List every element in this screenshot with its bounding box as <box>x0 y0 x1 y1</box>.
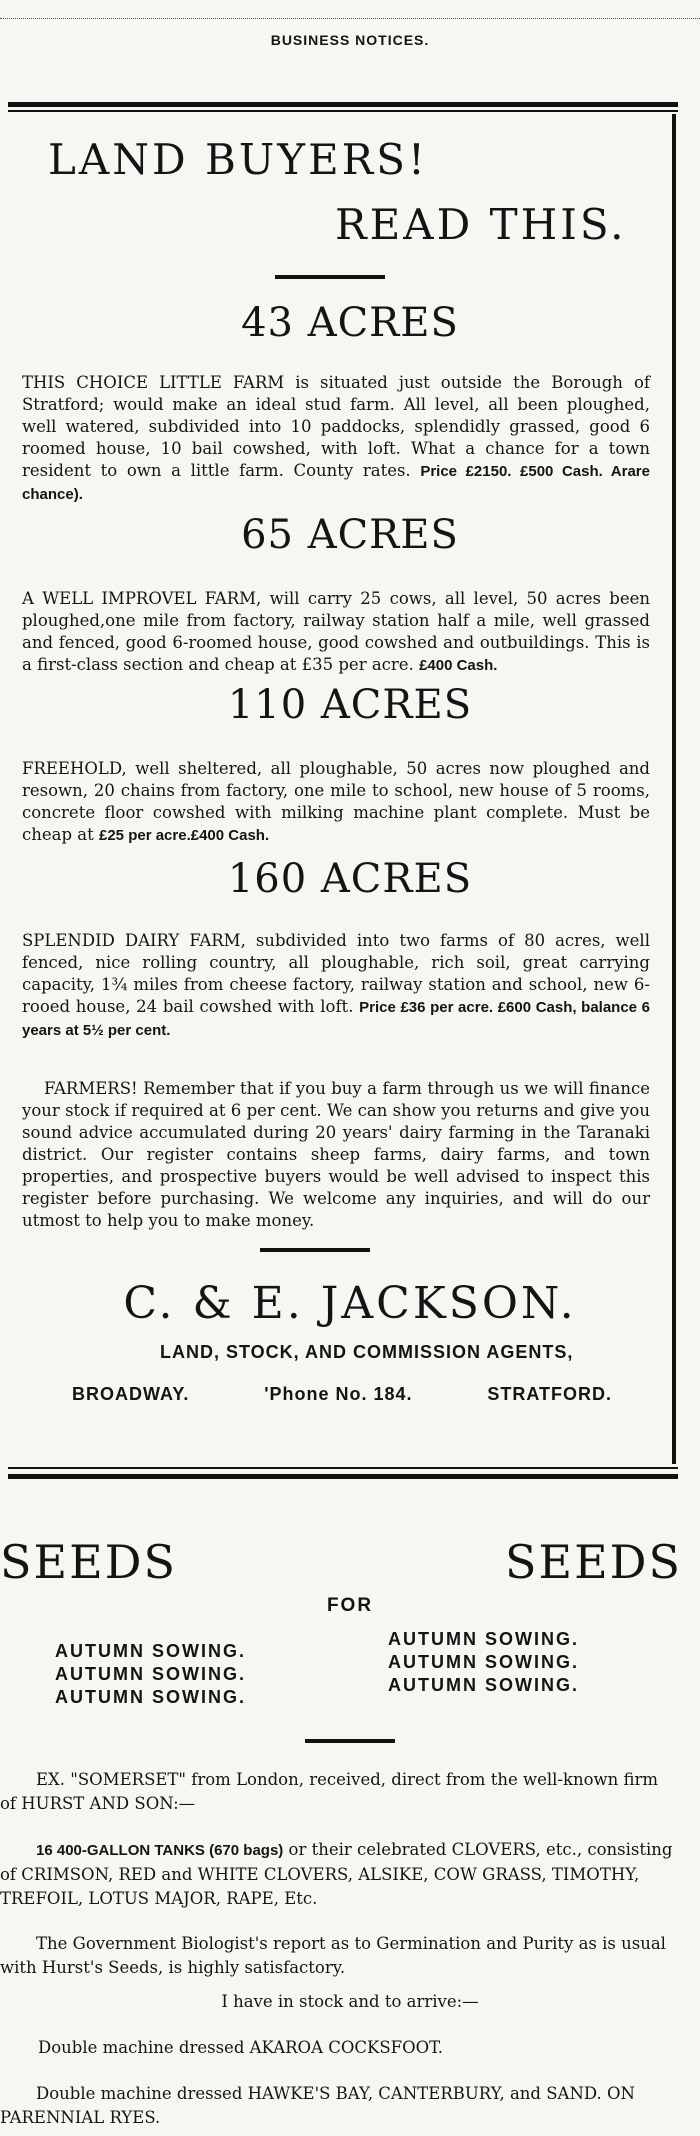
listing-price: £25 per acre.£400 Cash. <box>99 827 270 844</box>
listing-text: A WELL IMPROVEL FARM, will carry 25 cows, all level, 50 acres been ploughed,one mile from factory, railway station half a mile, well grassed and fenced, good 6-roomed house, good cowshed and outbuildings. This is a first-class section and cheap at £35 per acre. <box>22 589 650 674</box>
listing-heading: 65 ACRES <box>241 512 459 558</box>
sowing-line: AUTUMN SOWING. <box>388 1629 579 1649</box>
tanks-rest: or their celebrated CLOVERS, etc., consisting of CRIMSON, RED and WHITE CLOVERS, ALSIKE, COW GRASS, TIMOTHY, TREFOIL, LOTUS MAJOR, RAPE, Etc. <box>0 1840 673 1908</box>
bottom-thin-rule <box>8 1467 678 1469</box>
listing-description <box>22 372 650 506</box>
top-thin-rule <box>8 110 678 112</box>
top-border <box>0 18 700 19</box>
address-left: BROADWAY. <box>72 1384 190 1404</box>
address-phone: 'Phone No. 184. <box>264 1384 413 1404</box>
sowing-line: AUTUMN SOWING. <box>55 1687 246 1707</box>
listing-text: THIS CHOICE LITTLE FARM is situated just outside the Borough of Stratford; would make an ideal stud farm. All level, all been ploughed, well watered, subdivided into 10 paddocks, splendidly grassed, good 6 roomed house, 10 bail cowshed, with loft. What a chance for a town resident to own a little farm. County rates. <box>22 373 650 480</box>
section-header: BUSINESS NOTICES. <box>270 32 430 48</box>
listing-description <box>22 930 650 1042</box>
seeds-right: SEEDS <box>505 1535 683 1589</box>
seeds-para-1: EX. "SOMERSET" from London, received, direct from the well-known firm of HURST AND SON:— <box>0 1770 659 1813</box>
seeds-para-5: Double machine dressed AKAROA COCKSFOOT. <box>38 2038 443 2057</box>
listing-heading: 160 ACRES <box>227 856 473 902</box>
seeds-para-2 <box>0 1838 675 1911</box>
listing-price: Price £2150. £500 Cash. Arare chance). <box>22 463 650 503</box>
ad-title-line2: READ THIS. <box>335 200 627 249</box>
sowing-line: AUTUMN SOWING. <box>388 1675 579 1695</box>
for-label: FOR <box>326 1595 374 1616</box>
top-thick-rule <box>8 102 678 107</box>
listing-price: Price £36 per acre. £600 Cash, balance 6 years at 5½ per cent. <box>22 999 650 1039</box>
listing-description <box>22 588 650 677</box>
listing-text: FREEHOLD, well sheltered, all ploughable, 50 acres now ploughed and resown, 20 chains from factory, one mile to school, new house of 5 rooms, concrete floor cowshed with milking machine plant complete. Must be cheap at <box>22 759 650 844</box>
seeds-left: SEEDS <box>0 1535 178 1589</box>
firm-rule <box>260 1248 370 1252</box>
listing-text: SPLENDID DAIRY FARM, subdivided into two farms of 80 acres, well fenced, nice rolling country, all ploughable, rich soil, great carrying capacity, 1¾ miles from cheese factory, railway station and school, new 6-rooed house, 24 bail cowshed with loft. <box>22 931 650 1016</box>
seeds-para-6: Double machine dressed HAWKE'S BAY, CANTERBURY, and SAND. ON PARENNIAL RYES. <box>0 2084 635 2127</box>
listing-price: £400 Cash. <box>419 657 498 674</box>
firm-address <box>72 1384 612 1405</box>
listing-heading: 110 ACRES <box>227 682 473 728</box>
title-underline <box>275 275 385 279</box>
listing-description <box>22 758 650 847</box>
seeds-rule <box>305 1739 395 1743</box>
tanks-bold: 16 400-GALLON TANKS (670 bags) <box>36 1842 284 1859</box>
ad-title-line1: LAND BUYERS! <box>48 135 428 184</box>
seeds-para-4: I have in stock and to arrive:— <box>221 1992 479 2011</box>
bottom-thick-rule <box>8 1474 678 1479</box>
sowing-line: AUTUMN SOWING. <box>55 1664 246 1684</box>
firm-agents: LAND, STOCK, AND COMMISSION AGENTS, <box>160 1342 574 1362</box>
farmers-note: FARMERS! Remember that if you buy a farm through us we will finance your stock if required at 6 per cent. We can show you returns and give you sound advice accumulated during 20 years' dairy farming in the Taranaki district. Our register contains sheep farms, dairy farms, and town properties, and prospective buyers would be well advised to inspect this register before purchasing. We welcome any inquiries, and will do our utmost to help you to make money. <box>22 1079 650 1230</box>
sowing-left <box>55 1640 246 1709</box>
firm-name: C. & E. JACKSON. <box>123 1278 577 1329</box>
sowing-right <box>388 1628 579 1697</box>
seeds-para-3: The Government Biologist's report as to Germination and Purity as is usual with Hurst's Seeds, is highly satisfactory. <box>0 1934 666 1977</box>
listing-heading: 43 ACRES <box>241 300 459 346</box>
sowing-line: AUTUMN SOWING. <box>388 1652 579 1672</box>
address-right: STRATFORD. <box>487 1384 612 1404</box>
sowing-line: AUTUMN SOWING. <box>55 1641 246 1661</box>
